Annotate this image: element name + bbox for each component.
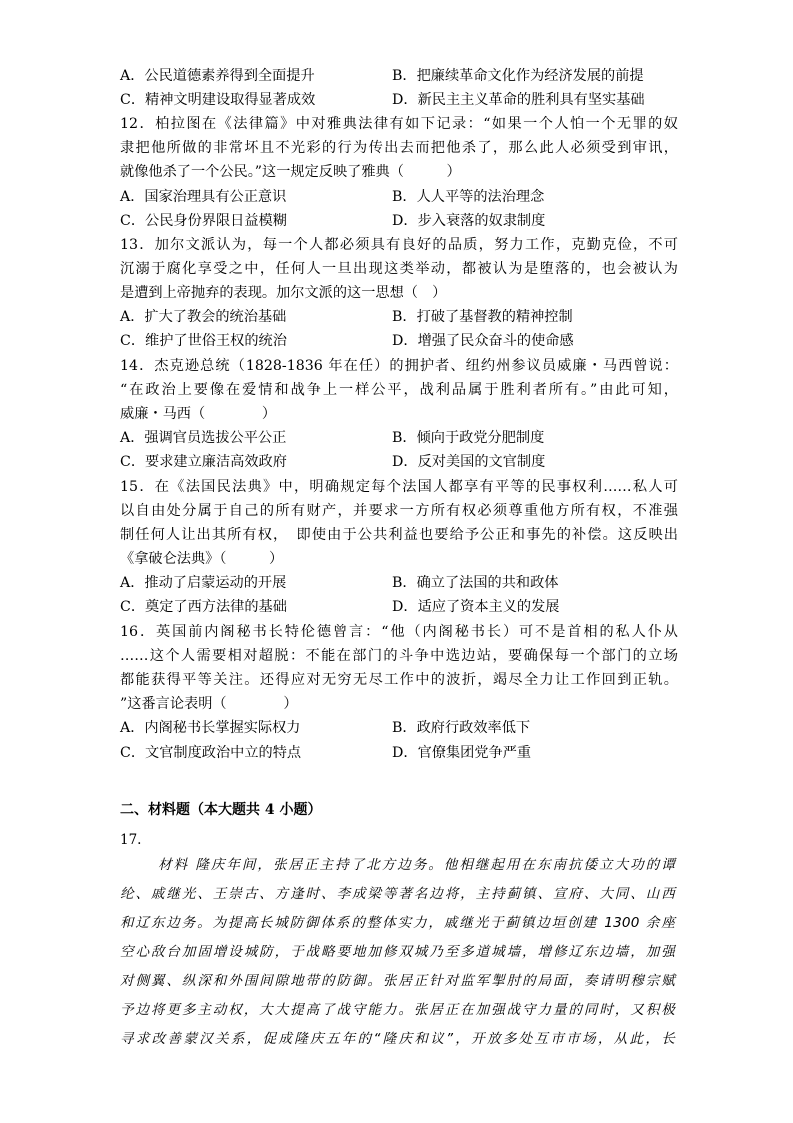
q13-option-b: B．打破了基督教的精神控制 <box>392 309 573 325</box>
q13-option-c: C．维护了世俗王权的统治 <box>120 333 287 349</box>
q14-stem-line3: 威廉・马西（ ） <box>120 406 277 422</box>
material-line: 和辽东边务。为提高长城防御体系的整体实力，戚继光于蓟镇边垣创建 1300 余座 <box>120 915 675 931</box>
q11-option-a: A．公民道德素养得到全面提升 <box>120 68 315 84</box>
q12-stem-line3: 就像他杀了一个公民。”这一规定反映了雅典（ ） <box>120 164 461 180</box>
q17-number: 17. <box>120 832 142 848</box>
material-line: 空心敌台加固增设城防，于战略要地加修双城乃至多道城墙，增修辽东边墙，加强 <box>120 944 675 960</box>
q15-option-b: B．确立了法国的共和政体 <box>392 575 559 591</box>
q15-option-d: D．适应了资本主义的发展 <box>392 599 560 615</box>
q12-option-d: D．步入衰落的奴隶制度 <box>392 213 546 229</box>
q16-stem-line1: 16．英国前内阁秘书长特伦德曾言：“他（内阁秘书长）可不是首相的私人仆从 <box>120 624 678 640</box>
q14-stem-line2: “在政治上要像在爱情和战争上一样公平，战利品属于胜利者所有。”由此可知， <box>120 382 678 398</box>
material-line: 对侧翼、纵深和外围间隙地带的防御。张居正针对监军掣肘的局面，奏请明穆宗赋 <box>120 973 675 989</box>
q15-option-c: C．奠定了西方法律的基础 <box>120 599 287 615</box>
q12-stem-line1: 12．柏拉图在《法律篇》中对雅典法律有如下记录：“如果一个人怕一个无罪的奴 <box>120 116 678 132</box>
material-line: 寻求改善蒙汉关系，促成隆庆五年的“隆庆和议”，开放多处互市市场，从此，长 <box>120 1031 675 1047</box>
q14-option-d: D．反对美国的文官制度 <box>392 454 546 470</box>
material-line: 材料 隆庆年间，张居正主持了北方边务。他相继起用在东南抗倭立大功的谭 <box>158 857 675 873</box>
q15-stem-line3: 制任何人让出其所有权， 即使由于公共利益也要给予公正和事先的补偿。这反映出 <box>120 527 678 543</box>
q16-stem-line2: ……这个人需要相对超脱：不能在部门的斗争中选边站，要确保每一个部门的立场 <box>120 648 678 664</box>
material-line: 纶、戚继光、王崇古、方逢时、李成梁等著名边将，主持蓟镇、宣府、大同、山西 <box>120 886 675 902</box>
q16-stem-line3: 都能获得平等关注。还得应对无穷无尽工作中的波折，竭尽全力让工作回到正轨。 <box>120 672 678 688</box>
q13-option-d: D．增强了民众奋斗的使命感 <box>392 333 574 349</box>
q15-option-a: A．推动了启蒙运动的开展 <box>120 575 287 591</box>
q16-stem-line4: ”这番言论表明（ ） <box>120 696 298 712</box>
q12-stem-line2: 隶把他所做的非常坏且不光彩的行为传出去而把他杀了，那么此人必须受到审讯， <box>120 140 678 156</box>
section-heading: 二、材料题（本大题共 4 小题） <box>120 802 322 818</box>
q13-stem-line2: 沉溺于腐化享受之中，任何人一旦出现这类举动，都被认为是堕落的，也会被认为 <box>120 261 678 277</box>
q13-stem-line1: 13．加尔文派认为，每一个人都必须具有良好的品质，努力工作，克勤克俭，不可 <box>120 237 678 253</box>
material-line: 予边将更多主动权，大大提高了战守能力。张居正在加强战守力量的同时，又积极 <box>120 1002 675 1018</box>
q13-option-a: A．扩大了教会的统治基础 <box>120 309 287 325</box>
q13-stem-line3: 是遭到上帝抛弃的表现。加尔文派的这一思想（ ） <box>120 285 447 301</box>
q11-option-c: C．精神文明建设取得显著成效 <box>120 92 316 108</box>
q16-option-d: D．官僚集团党争严重 <box>392 745 532 761</box>
q14-option-b: B．倾向于政党分肥制度 <box>392 430 545 446</box>
q16-option-b: B．政府行政效率低下 <box>392 720 531 736</box>
q12-option-c: C．公民身份界限日益模糊 <box>120 213 287 229</box>
q12-option-a: A．国家治理具有公正意识 <box>120 189 287 205</box>
q11-option-d: D．新民主主义革命的胜利具有坚实基础 <box>392 92 645 108</box>
q11-option-b: B．把廉续革命文化作为经济发展的前提 <box>392 68 644 84</box>
q14-option-c: C．要求建立廉洁高效政府 <box>120 454 287 470</box>
q15-stem-line4: 《拿破仑法典》（ ） <box>120 551 284 567</box>
q15-stem-line2: 以自由处分属于自己的所有财产，并要求一方所有权必须尊重他方所有权，不准强 <box>120 503 678 519</box>
q16-option-a: A．内阁秘书长掌握实际权力 <box>120 720 301 736</box>
q14-option-a: A．强调官员选拔公平公正 <box>120 430 287 446</box>
q12-option-b: B．人人平等的法治理念 <box>392 189 545 205</box>
q16-option-c: C．文官制度政治中立的特点 <box>120 745 302 761</box>
q15-stem-line1: 15．在《法国民法典》中，明确规定每个法国人都享有平等的民事权利……私人可 <box>120 479 678 495</box>
q14-stem-line1: 14．杰克逊总统（1828-1836 年在任）的拥护者、纽约州参议员威廉・马西曾说： <box>120 358 678 374</box>
